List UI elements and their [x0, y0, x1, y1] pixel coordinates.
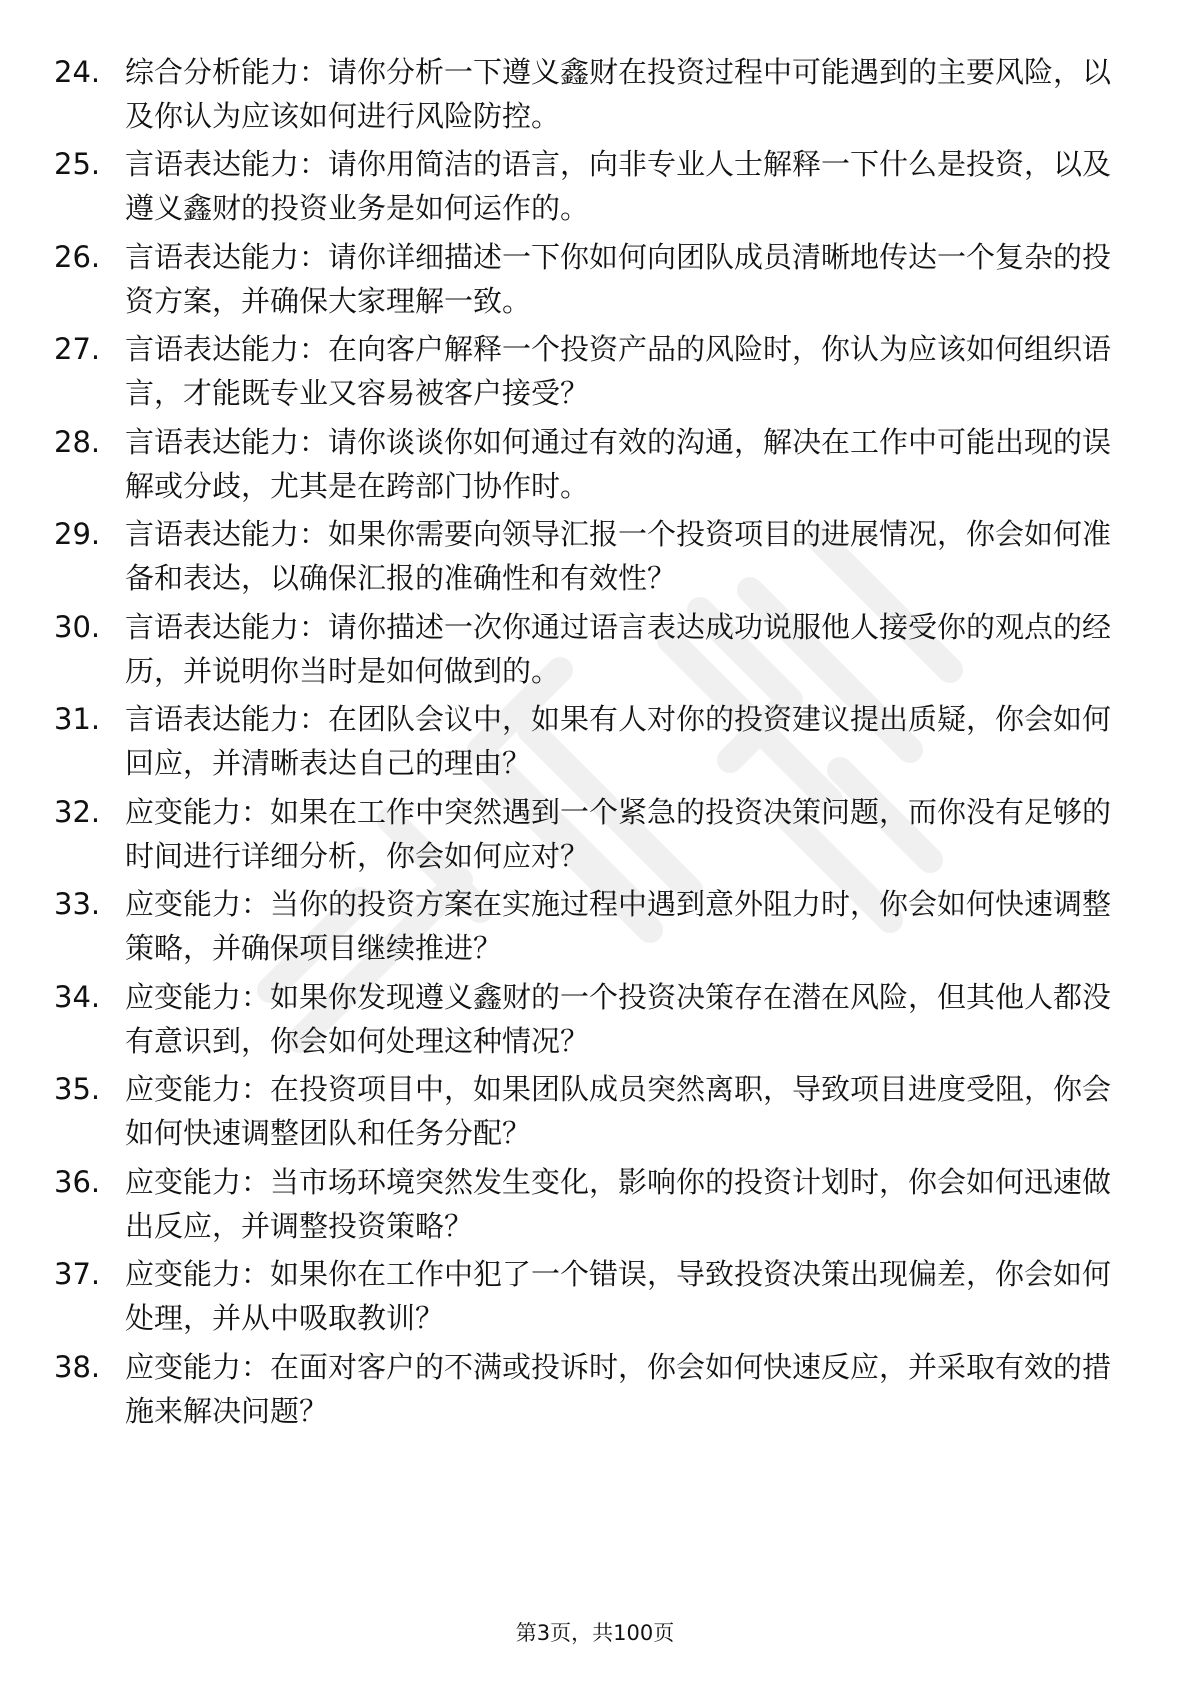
question-number: 33. — [54, 887, 101, 921]
question-number: 34. — [54, 980, 101, 1014]
question-item — [0, 975, 1190, 1065]
question-number: 36. — [54, 1165, 101, 1199]
question-item — [0, 605, 1190, 695]
question-number: 32. — [54, 795, 101, 829]
question-number: 31. — [54, 702, 101, 736]
question-text: 言语表达能力：如果你需要向领导汇报一个投资项目的进展情况，你会如何准备和表达，以确保汇报的准确性和有效性？ — [125, 517, 1112, 595]
question-text: 应变能力：在面对客户的不满或投诉时，你会如何快速反应，并采取有效的措施来解决问题？ — [125, 1350, 1112, 1428]
question-text: 言语表达能力：请你描述一次你通过语言表达成功说服他人接受你的观点的经历，并说明你当时是如何做到的。 — [125, 610, 1112, 688]
question-item — [0, 1067, 1190, 1157]
question-text: 言语表达能力：请你用简洁的语言，向非专业人士解释一下什么是投资，以及遵义鑫财的投资业务是如何运作的。 — [125, 147, 1112, 225]
question-item — [0, 1160, 1190, 1250]
question-text: 应变能力：当市场环境突然发生变化，影响你的投资计划时，你会如何迅速做出反应，并调整投资策略？ — [125, 1165, 1112, 1243]
question-item — [0, 327, 1190, 417]
question-text: 应变能力：在投资项目中，如果团队成员突然离职，导致项目进度受阻，你会如何快速调整团队和任务分配？ — [125, 1072, 1112, 1150]
question-number: 38. — [54, 1350, 101, 1384]
question-number: 29. — [54, 517, 101, 551]
question-text: 应变能力：当你的投资方案在实施过程中遇到意外阻力时，你会如何快速调整策略，并确保项目继续推进？ — [125, 887, 1112, 965]
question-item — [0, 512, 1190, 602]
question-item — [0, 697, 1190, 787]
question-item — [0, 235, 1190, 325]
question-number: 27. — [54, 332, 101, 366]
question-text: 应变能力：如果你在工作中犯了一个错误，导致投资决策出现偏差，你会如何处理，并从中吸取教训？ — [125, 1257, 1112, 1335]
question-number: 28. — [54, 425, 101, 459]
question-text: 言语表达能力：请你谈谈你如何通过有效的沟通，解决在工作中可能出现的误解或分歧，尤其是在跨部门协作时。 — [125, 425, 1112, 503]
question-item — [0, 420, 1190, 510]
question-number: 26. — [54, 240, 101, 274]
question-text: 言语表达能力：在向客户解释一个投资产品的风险时，你认为应该如何组织语言，才能既专业又容易被客户接受？ — [125, 332, 1112, 410]
question-text: 言语表达能力：在团队会议中，如果有人对你的投资建议提出质疑，你会如何回应，并清晰表达自己的理由？ — [125, 702, 1112, 780]
question-number: 30. — [54, 610, 101, 644]
question-text: 应变能力：如果你发现遵义鑫财的一个投资决策存在潜在风险，但其他人都没有意识到，你会如何处理这种情况？ — [125, 980, 1112, 1058]
question-number: 35. — [54, 1072, 101, 1106]
question-text: 应变能力：如果在工作中突然遇到一个紧急的投资决策问题，而你没有足够的时间进行详细分析，你会如何应对？ — [125, 795, 1112, 873]
question-item — [0, 1252, 1190, 1342]
question-item — [0, 882, 1190, 972]
question-text: 言语表达能力：请你详细描述一下你如何向团队成员清晰地传达一个复杂的投资方案，并确保大家理解一致。 — [125, 240, 1112, 318]
question-text: 综合分析能力：请你分析一下遵义鑫财在投资过程中可能遇到的主要风险，以及你认为应该如何进行风险防控。 — [125, 55, 1112, 133]
page-number: 第3页，共100页 — [515, 1621, 675, 1645]
question-number: 37. — [54, 1257, 101, 1291]
question-number: 25. — [54, 147, 101, 181]
question-number: 24. — [54, 55, 101, 89]
question-item — [0, 50, 1190, 140]
question-item — [0, 142, 1190, 232]
question-item — [0, 790, 1190, 880]
question-item — [0, 1345, 1190, 1435]
